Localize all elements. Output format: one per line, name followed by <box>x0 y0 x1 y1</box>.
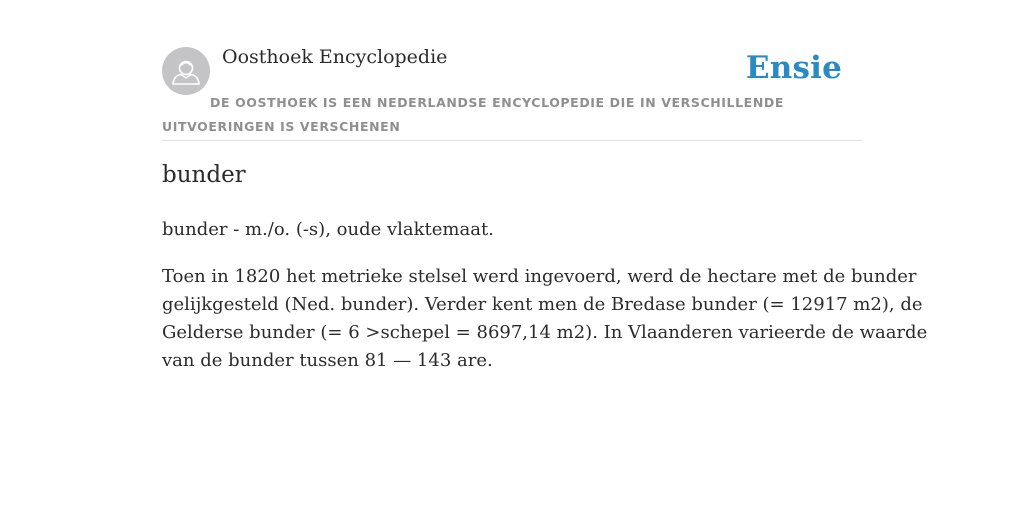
user-icon <box>162 47 210 95</box>
avatar[interactable] <box>162 47 210 95</box>
entry-body <box>162 263 928 375</box>
source-title[interactable]: Oosthoek Encyclopedie <box>222 46 448 68</box>
entry-title: bunder <box>162 162 246 188</box>
body-line: Gelderse bunder (= 6 >schepel = 8697,14 m2). In Vlaanderen varieerde de waarde <box>162 322 928 343</box>
entry-definition: bunder - m./o. (-s), oude vlaktemaat. <box>162 219 494 240</box>
body-line: van de bunder tussen 81 — 143 are. <box>162 350 493 371</box>
ensie-logo-link[interactable]: Ensie <box>745 50 842 86</box>
body-line: Toen in 1820 het metrieke stelsel werd ingevoerd, werd de hectare met de bunder <box>162 266 917 287</box>
source-description: DE OOSTHOEK IS EEN NEDERLANDSE ENCYCLOPEDIE DIE IN VERSCHILLENDE UITVOERINGEN IS VERSCHENEN <box>162 95 784 134</box>
source-header <box>162 40 862 141</box>
body-line: gelijkgesteld (Ned. bunder). Verder kent men de Bredase bunder (= 12917 m2), de <box>162 294 923 315</box>
